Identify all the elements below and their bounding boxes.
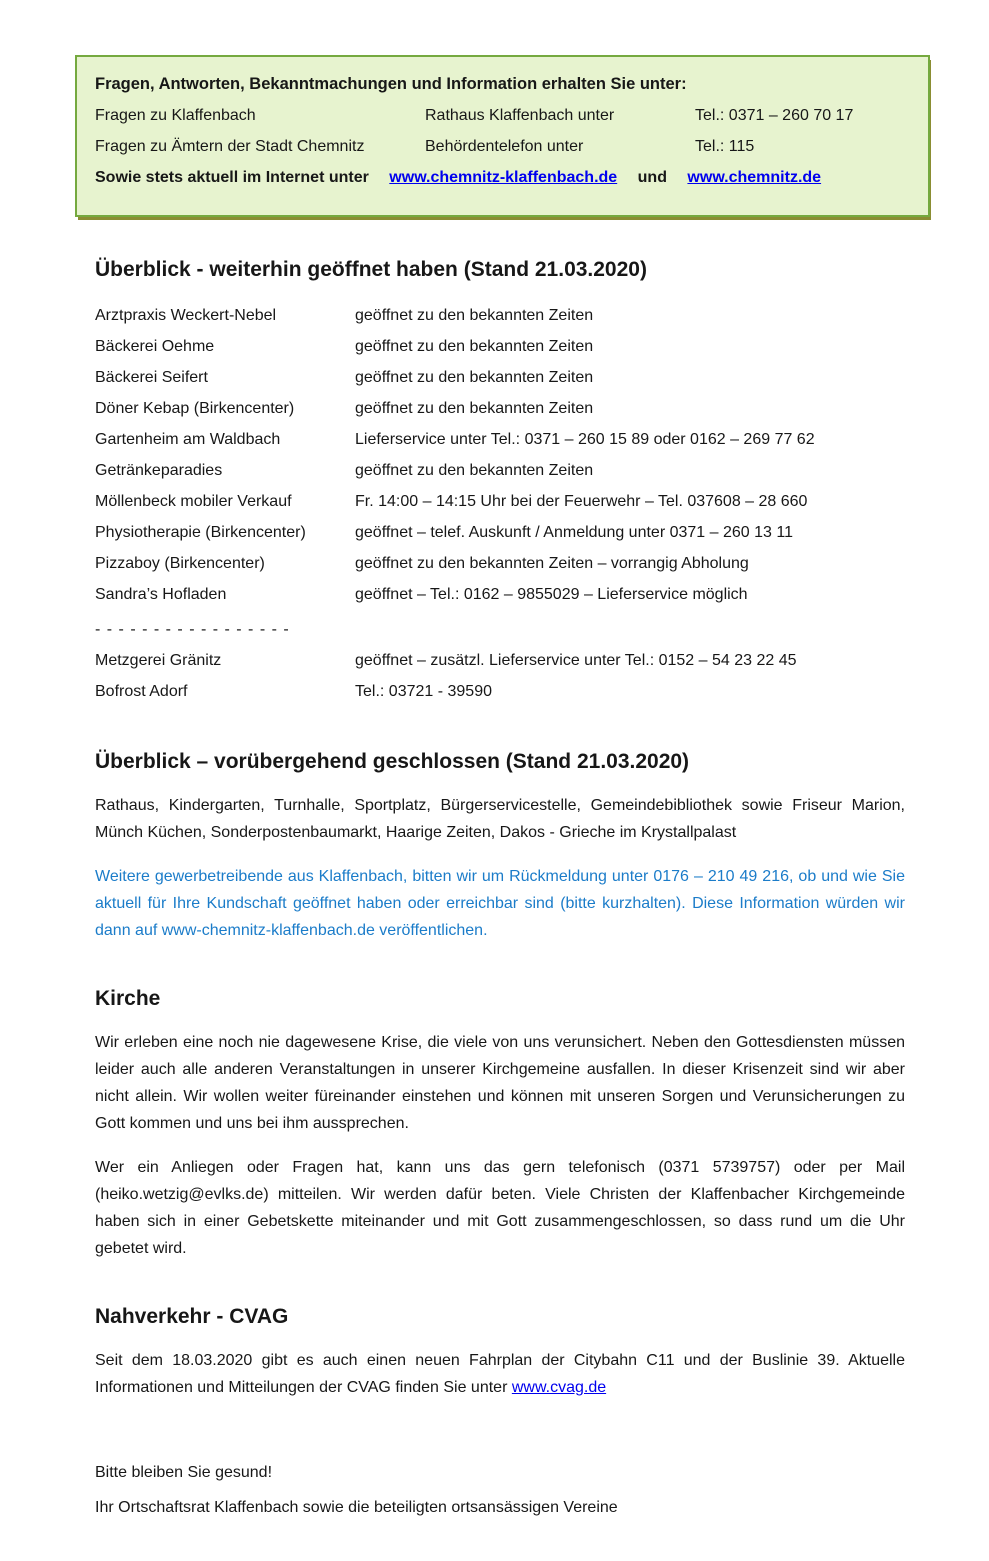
entry-name: Arztpraxis Weckert-Nebel [95,307,277,324]
entry-info: geöffnet zu den bekannten Zeiten – vorrangig Abholung [355,555,749,572]
entry-name: Döner Kebap (Birkencenter) [95,400,295,417]
entry-info: geöffnet zu den bekannten Zeiten [355,462,594,479]
info-row-chemnitz [95,131,908,162]
list-item [95,645,905,676]
feedback-note-blue: Weitere gewerbetreibende aus Klaffenbach, bitten wir um Rückmeldung unter 0176 – 210 49 216, ob und wie Sie aktuell für Ihre Kundschaft geöffnet haben oder erreichbar sind (bitte kurzhalten). Diese Information würden wir dann auf www-chemnitz-klaffenbach.de veröffentlichen. [95,868,905,939]
entry-info: geöffnet – Tel.: 0162 – 9855029 – Lieferservice möglich [355,586,748,603]
link-chemnitz-klaffenbach[interactable]: www.chemnitz-klaffenbach.de [389,169,618,186]
info-footer-text: Sowie stets aktuell im Internet unter [95,169,369,186]
nahverkehr-text: Seit dem 18.03.2020 gibt es auch einen neuen Fahrplan der Citybahn C11 und der Buslinie 39. Aktuelle Informationen und Mitteilungen der CVAG finden Sie unter [95,1352,905,1396]
heading-open-overview: Überblick - weiterhin geöffnet haben (Stand 21.03.2020) [95,258,647,281]
entry-info: Lieferservice unter Tel.: 0371 – 260 15 89 oder 0162 – 269 77 62 [355,431,815,448]
entry-info: geöffnet zu den bekannten Zeiten [355,400,594,417]
list-item [95,424,905,455]
info-box [75,55,930,217]
entry-info: Fr. 14:00 – 14:15 Uhr bei der Feuerwehr – Tel. 037608 – 28 660 [355,493,808,510]
entry-info: geöffnet – telef. Auskunft / Anmeldung unter 0371 – 260 13 11 [355,524,793,541]
info-box-title: Fragen, Antworten, Bekanntmachungen und Information erhalten Sie unter: [95,75,687,93]
link-chemnitz[interactable]: www.chemnitz.de [687,169,822,186]
entry-name: Bäckerei Oehme [95,338,215,355]
list-item [95,362,905,393]
entry-name: Bofrost Adorf [95,683,188,700]
entry-info: geöffnet zu den bekannten Zeiten [355,307,594,324]
entry-name: Möllenbeck mobiler Verkauf [95,493,292,510]
link-cvag[interactable]: www.cvag.de [511,1379,607,1396]
info-row-topic: Fragen zu Ämtern der Stadt Chemnitz [95,138,365,155]
entry-info: geöffnet zu den bekannten Zeiten [355,369,594,386]
info-row-phone: Tel.: 0371 – 260 70 17 [695,107,854,124]
list-item [95,300,905,331]
list-item [95,548,905,579]
entry-name: Pizzaboy (Birkencenter) [95,555,265,572]
info-row-office: Rathaus Klaffenbach unter [425,107,615,124]
entry-name: Physiotherapie (Birkencenter) [95,524,306,541]
heading-closed-overview: Überblick – vorübergehend geschlossen (Stand 21.03.2020) [95,750,690,773]
list-item [95,579,905,610]
info-row-topic: Fragen zu Klaffenbach [95,107,256,124]
info-row-office: Behördentelefon unter [425,138,584,155]
entry-name: Getränkeparadies [95,462,223,479]
entry-name: Bäckerei Seifert [95,369,208,386]
entry-name: Sandra’s Hofladen [95,586,227,603]
closed-paragraph: Rathaus, Kindergarten, Turnhalle, Sportplatz, Bürgerservicestelle, Gemeindebibliothek sowie Friseur Marion, Münch Küchen, Sonderpostenbaumarkt, Haarige Zeiten, Dakos - Grieche im Krystallpalast [95,797,905,841]
list-item [95,486,905,517]
heading-kirche: Kirche [95,987,161,1010]
nahverkehr-paragraph [95,1347,905,1401]
info-box-footer [95,162,908,193]
list-item [95,393,905,424]
stay-healthy-line: Bitte bleiben Sie gesund! [95,1464,273,1481]
list-item [95,331,905,362]
dashed-divider: - - - - - - - - - - - - - - - - - [95,621,290,638]
entry-info: Tel.: 03721 - 39590 [355,683,492,700]
list-item [95,455,905,486]
list-item [95,676,905,707]
open-entry-list [95,300,905,707]
entry-info: geöffnet zu den bekannten Zeiten [355,338,594,355]
info-footer-und: und [637,169,667,186]
entry-info: geöffnet – zusätzl. Lieferservice unter Tel.: 0152 – 54 23 22 45 [355,652,797,669]
kirche-paragraph-2: Wer ein Anliegen oder Fragen hat, kann uns das gern telefonisch (0371 5739757) oder per Mail (heiko.wetzig@evlks.de) mitteilen. Wir werden dafür beten. Viele Christen der Klaffenbacher Kirchgemeinde haben sich in einer Gebetskette miteinander und mit Gott zusammengeschlossen, so dass rund um die Uhr gebetet wird. [95,1159,905,1257]
entry-name: Metzgerei Gränitz [95,652,222,669]
signature-line: Ihr Ortschaftsrat Klaffenbach sowie die beteiligten ortsansässigen Vereine [95,1499,618,1516]
info-row-phone: Tel.: 115 [695,138,755,155]
info-row-klaffenbach [95,100,908,131]
list-item [95,517,905,548]
entry-name: Gartenheim am Waldbach [95,431,281,448]
heading-nahverkehr: Nahverkehr - CVAG [95,1305,289,1328]
kirche-paragraph-1: Wir erleben eine noch nie dagewesene Krise, die viele von uns verunsichert. Neben den Gottesdiensten müssen leider auch alle anderen Veranstaltungen in unserer Kirchgemeine ausfallen. In dieser Krisenzeit sind wir aber nicht allein. Wir wollen weiter füreinander einstehen und können mit unseren Sorgen und Verunsicherungen zu Gott kommen und uns bei ihm aussprechen. [95,1034,905,1132]
